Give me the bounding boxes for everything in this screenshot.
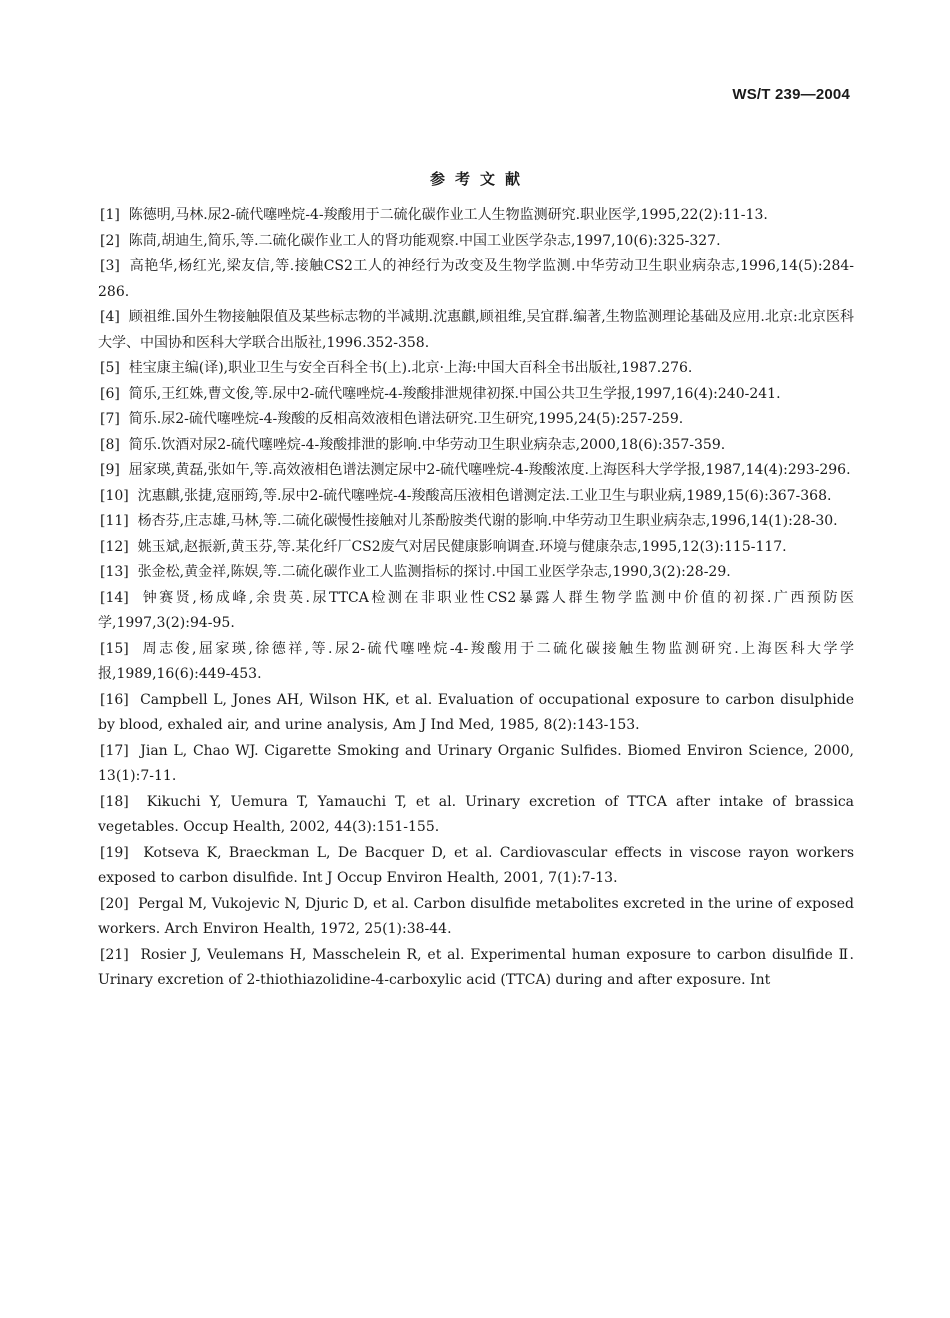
reference-text: Kikuchi Y, Uemura T, Yamauchi T, et al. Urinary excretion of TTCA after intake of brassica vegetables. Occup Health, 2002, 44(3):151-155. — [98, 793, 855, 835]
reference-item — [98, 688, 854, 739]
reference-text: 顾祖维.国外生物接触限值及某些标志物的半减期.沈惠麒,顾祖维,吴宜群.编著,生物监测理论基础及应用.北京:北京医科大学、中国协和医科大学联合出版社,1996.352-358. — [98, 309, 854, 351]
reference-label: [16] — [100, 691, 129, 708]
reference-text: 高艳华,杨红光,梁友信,等.接触CS2工人的神经行为改变及生物学监测.中华劳动卫生职业病杂志,1996,14(5):284-286. — [98, 258, 854, 300]
reference-label: [13] — [100, 564, 129, 580]
reference-label: [9] — [100, 462, 120, 478]
reference-label: [12] — [100, 538, 129, 555]
reference-item — [98, 484, 854, 510]
reference-item — [98, 535, 854, 561]
reference-label: [14] — [100, 589, 129, 606]
reference-text: Campbell L, Jones AH, Wilson HK, et al. Evaluation of occupational exposure to carbon disulphide by blood, exhaled air, and urine analysis, Am J Ind Med, 1985, 8(2):143-153. — [98, 691, 854, 733]
reference-label: [2] — [100, 232, 120, 249]
reference-item — [98, 560, 854, 586]
reference-label: [6] — [100, 385, 120, 402]
section-title: 参考文献 — [429, 170, 530, 188]
reference-text: 陈德明,马林.尿2-硫代噻唑烷-4-羧酸用于二硫化碳作业工人生物监测研究.职业医学,1995,22(2):11-13. — [128, 207, 768, 223]
reference-item — [98, 407, 854, 433]
reference-text: 张金松,黄金祥,陈娱,等.二硫化碳作业工人监测指标的探讨.中国工业医学杂志,1990,3(2):28-29. — [137, 564, 731, 580]
reference-text: Jian L, Chao WJ. Cigarette Smoking and Urinary Organic Sulfides. Biomed Environ Science, 2000, 13(1):7-11. — [98, 742, 854, 784]
reference-label: [21] — [100, 946, 129, 963]
reference-item — [98, 637, 854, 688]
reference-item — [98, 254, 854, 305]
reference-item — [98, 739, 854, 790]
reference-list — [98, 203, 854, 994]
reference-text: 钟赛贤,杨成峰,余贵英.尿TTCA检测在非职业性CS2暴露人群生物学监测中价值的初探.广西预防医学,1997,3(2):94-95. — [98, 589, 854, 631]
reference-item — [98, 509, 854, 535]
reference-item — [98, 458, 854, 484]
reference-text: 简乐.尿2-硫代噻唑烷-4-羧酸的反相高效液相色谱法研究.卫生研究,1995,24(5):257-259. — [128, 411, 684, 427]
reference-text: 简乐.饮酒对尿2-硫代噻唑烷-4-羧酸排泄的影响.中华劳动卫生职业病杂志,2000,18(6):357-359. — [128, 436, 726, 453]
reference-text: Kotseva K, Braeckman L, De Bacquer D, et al. Cardiovascular effects in viscose rayon workers exposed to carbon disulfide. Int J Occup Environ Health, 2001, 7(1):7-13. — [98, 844, 855, 886]
reference-item — [98, 229, 854, 255]
reference-item — [98, 433, 854, 459]
reference-item — [98, 356, 854, 382]
reference-item — [98, 305, 854, 356]
reference-text: 沈惠麒,张捷,寇丽筠,等.尿中2-硫代噻唑烷-4-羧酸高压液相色谱测定法.工业卫生与职业病,1989,15(6):367-368. — [137, 487, 832, 504]
reference-text: 简乐,王红姝,曹文俊,等.尿中2-硫代噻唑烷-4-羧酸排泄规律初探.中国公共卫生学报,1997,16(4):240-241. — [128, 385, 781, 402]
reference-text: 周志俊,屈家瑛,徐德祥,等.尿2-硫代噻唑烷-4-羧酸用于二硫化碳接触生物监测研究.上海医科大学学报,1989,16(6):449-453. — [98, 640, 854, 682]
standard-code: WS/T 239—2004 — [732, 86, 850, 103]
reference-item — [98, 382, 854, 408]
reference-label: [3] — [100, 258, 120, 274]
reference-label: [11] — [100, 513, 129, 529]
reference-label: [5] — [100, 360, 120, 376]
reference-text: 屈家瑛,黄磊,张如午,等.高效液相色谱法测定尿中2-硫代噻唑烷-4-羧酸浓度.上海医科大学学报,1987,14(4):293-296. — [128, 462, 851, 478]
reference-item — [98, 203, 854, 229]
reference-label: [19] — [100, 844, 129, 861]
reference-label: [4] — [100, 309, 120, 325]
reference-item — [98, 841, 854, 892]
reference-item — [98, 892, 854, 943]
reference-text: Pergal M, Vukojevic N, Djuric D, et al. Carbon disulfide metabolites excreted in the urine of exposed workers. Arch Environ Health, 1972, 25(1):38-44. — [98, 895, 854, 937]
reference-text: 陈茼,胡迪生,简乐,等.二硫化碳作业工人的肾功能观察.中国工业医学杂志,1997,10(6):325-327. — [128, 232, 721, 249]
reference-text: 姚玉斌,赵振新,黄玉芬,等.某化纤厂CS2废气对居民健康影响调查.环境与健康杂志,1995,12(3):115-117. — [137, 538, 787, 555]
reference-text: 桂宝康主编(译),职业卫生与安全百科全书(上).北京·上海:中国大百科全书出版社,1987.276. — [128, 360, 693, 376]
reference-text: 杨杏芬,庄志雄,马林,等.二硫化碳慢性接触对儿茶酚胺类代谢的影响.中华劳动卫生职业病杂志,1996,14(1):28-30. — [137, 513, 838, 529]
reference-label: [8] — [100, 436, 120, 453]
reference-label: [15] — [100, 640, 129, 657]
reference-label: [10] — [100, 487, 129, 504]
reference-label: [20] — [100, 895, 129, 912]
reference-label: [7] — [100, 411, 120, 427]
reference-text: Rosier J, Veulemans H, Masschelein R, et al. Experimental human exposure to carbon disulfide Ⅱ. Urinary excretion of 2-thiothiazolidine-4-carboxylic acid (TTCA) during and after exposure. Int — [98, 946, 854, 988]
reference-label: [18] — [100, 793, 129, 810]
reference-label: [1] — [100, 207, 120, 223]
reference-label: [17] — [100, 742, 129, 759]
reference-item — [98, 586, 854, 637]
reference-item — [98, 943, 854, 994]
reference-item — [98, 790, 854, 841]
